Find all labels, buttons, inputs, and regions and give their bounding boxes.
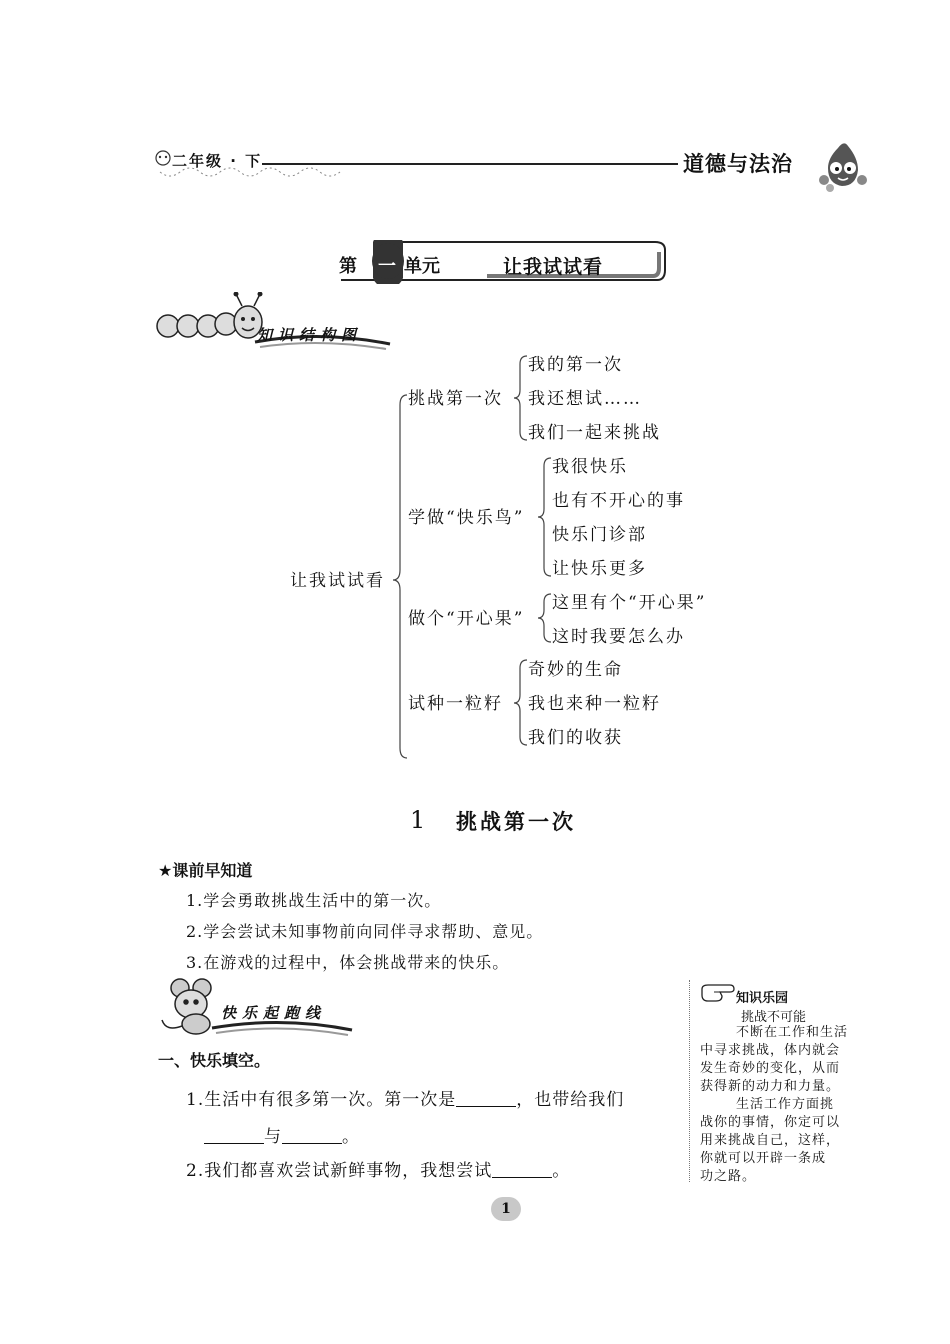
happy-start-label: 快乐起跑线: [221, 1004, 327, 1022]
sidebar-line: 功之路。: [700, 1169, 757, 1184]
sidebar-divider: [689, 980, 690, 1182]
unit-number: 一: [378, 256, 396, 277]
learning-goal: 1.学会勇敢挑战生活中的第一次。: [186, 891, 442, 910]
tree-leaf: 我还想试……: [528, 389, 642, 409]
tree-leaf: 我的第一次: [528, 355, 623, 375]
answer-blank[interactable]: [282, 1127, 342, 1144]
sidebar-title: 知识乐园: [736, 991, 789, 1006]
unit-title: 让我试试看: [503, 256, 604, 278]
sidebar-line: 用来挑战自己，这样，: [700, 1133, 841, 1148]
tree-leaf: 快乐门诊部: [552, 525, 647, 545]
grade-label: 二年级 · 下: [172, 152, 263, 170]
question-text: 与: [264, 1127, 282, 1147]
tree-leaf: 我们一起来挑战: [528, 423, 661, 443]
sidebar-line: 中寻求挑战，体内就会: [700, 1043, 841, 1058]
lesson-number: 1: [410, 806, 426, 834]
sidebar-line: 发生奇妙的变化，从而: [700, 1061, 841, 1076]
tree-root: 让我试试看: [290, 571, 385, 591]
question-2: [186, 1156, 570, 1181]
sidebar-line: 生活工作方面挑: [736, 1097, 835, 1112]
question-1-line-2: [204, 1122, 360, 1147]
question-1-line-1: [186, 1085, 624, 1110]
learning-goal: 3.在游戏的过程中，体会挑战带来的快乐。: [186, 953, 510, 972]
mouse-icon: [162, 979, 211, 1034]
sidebar-line: 战你的事情，你定可以: [700, 1115, 841, 1130]
answer-blank[interactable]: [492, 1161, 552, 1178]
sidebar-line: 获得新的动力和力量。: [700, 1079, 841, 1094]
question-text: 2.我们都喜欢尝试新鲜事物，我想尝试: [186, 1161, 493, 1181]
learning-goal: 2.学会尝试未知事物前向同伴寻求帮助、意见。: [186, 922, 544, 941]
answer-blank[interactable]: [456, 1090, 516, 1107]
question-text: 。: [342, 1127, 360, 1147]
subject-title: 道德与法治: [683, 152, 793, 176]
tree-leaf: 我们的收获: [528, 728, 623, 748]
tree-leaf: 我也来种一粒籽: [528, 694, 661, 714]
tree-leaf: 让快乐更多: [552, 559, 647, 579]
pointing-hand-icon: [700, 983, 736, 1005]
unit-prefix: 第: [339, 256, 357, 277]
tree-leaf: 我很快乐: [552, 457, 628, 477]
sidebar-line: 你就可以开辟一条成: [700, 1151, 827, 1166]
sidebar-line: 不断在工作和生活: [736, 1025, 849, 1040]
answer-blank[interactable]: [204, 1127, 264, 1144]
page-number: 1: [491, 1197, 521, 1221]
lesson-title: 挑战第一次: [456, 810, 576, 834]
tree-branch-1: 挑战第一次: [408, 389, 503, 409]
tree-branch-2: 学做“快乐鸟”: [408, 508, 525, 528]
question-text: ，也带给我们: [516, 1090, 625, 1110]
tree-leaf: 这时我要怎么办: [552, 627, 685, 647]
tree-leaf: 也有不开心的事: [552, 491, 685, 511]
tree-leaf: 这里有个“开心果”: [552, 593, 707, 613]
prelearn-heading: ★课前早知道: [158, 861, 253, 880]
unit-suffix: 单元: [404, 256, 440, 277]
tree-branch-4: 试种一粒籽: [408, 694, 503, 714]
tree-leaf: 奇妙的生命: [528, 660, 623, 680]
knowledge-structure-label: 知识结构图: [257, 326, 363, 344]
question-text: 1.生活中有很多第一次。第一次是: [186, 1090, 457, 1110]
tree-branch-3: 做个“开心果”: [408, 609, 525, 629]
exercise-heading: 一、快乐填空。: [158, 1051, 271, 1070]
sidebar-subtitle: 挑战不可能: [741, 1010, 807, 1025]
question-text: 。: [552, 1161, 571, 1181]
